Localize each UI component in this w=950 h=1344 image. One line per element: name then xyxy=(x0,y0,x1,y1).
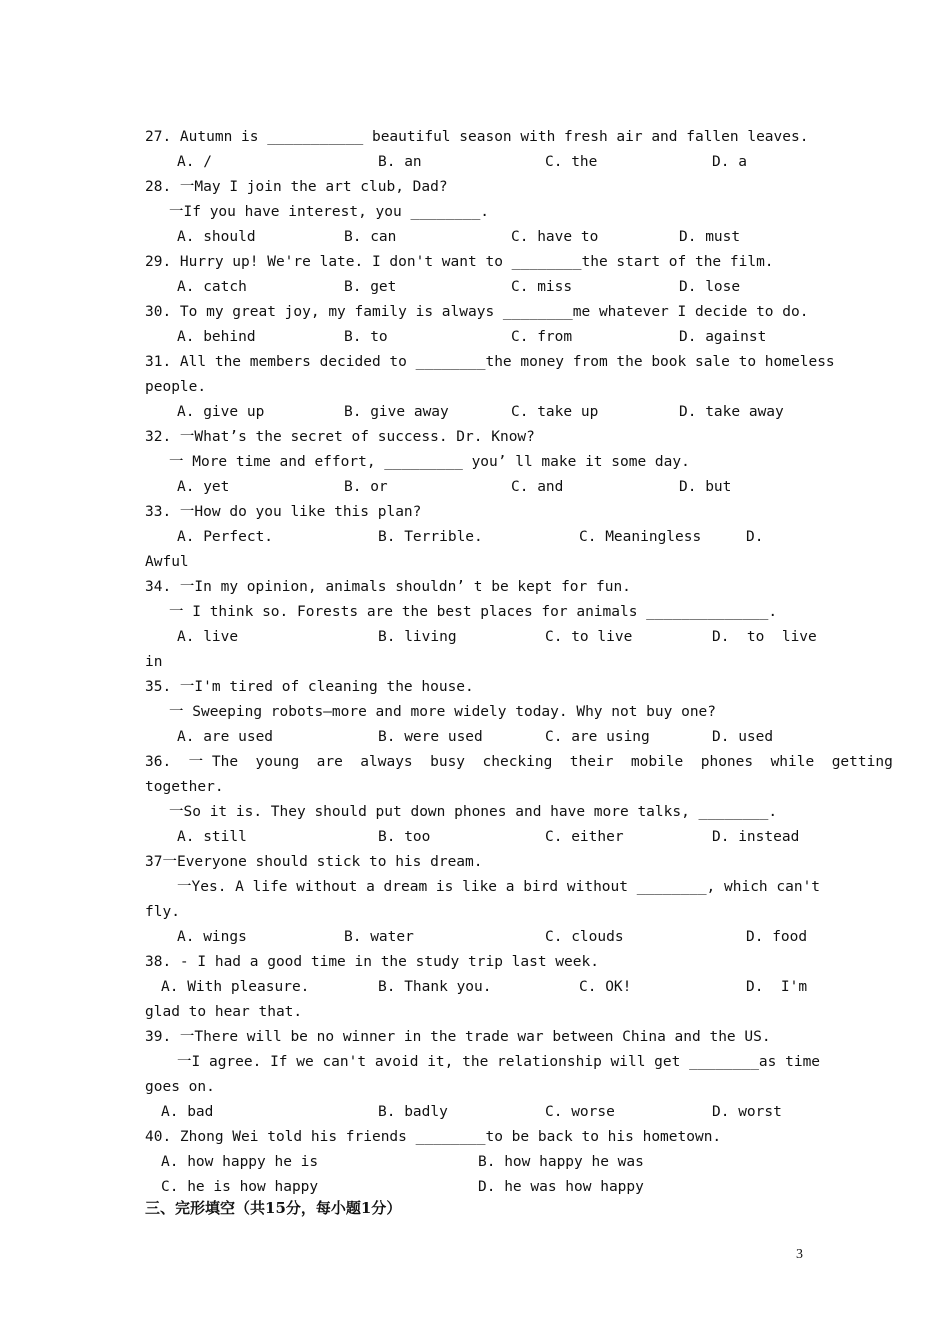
text-segment: B. living xyxy=(378,629,457,645)
section-heading: 三、完形填空（共15分，每小题1分） xyxy=(145,1199,402,1217)
text-segment: 一 Sweeping robots—more and more widely today. Why not buy one? xyxy=(169,704,717,720)
text-segment: A. yet xyxy=(177,479,230,495)
text-segment: B. water xyxy=(344,929,414,945)
text-line xyxy=(145,500,810,525)
text-segment: D. worst xyxy=(712,1104,782,1120)
text-segment: 32. 一What’s the secret of success. Dr. Know? xyxy=(145,429,535,445)
text-segment: B. badly xyxy=(378,1104,448,1120)
text-segment: people. xyxy=(145,379,207,395)
text-line xyxy=(145,550,810,575)
text-segment: 一I agree. If we can't avoid it, the relationship will get ________as time xyxy=(177,1054,821,1070)
text-segment: 一So it is. They should put down phones and have more talks, ________. xyxy=(169,804,778,820)
text-segment: 一 I think so. Forests are the best places for animals ______________. xyxy=(169,604,778,620)
text-segment: A. Perfect. xyxy=(177,529,274,545)
text-segment: 27. Autumn is ___________ beautiful season with fresh air and fallen leaves. xyxy=(145,129,809,145)
text-segment: A. bad xyxy=(161,1104,214,1120)
text-line xyxy=(145,775,810,800)
text-segment: B. Terrible. xyxy=(378,529,483,545)
text-segment: glad to hear that. xyxy=(145,1004,303,1020)
text-segment: A. are used xyxy=(177,729,274,745)
text-segment: A. catch xyxy=(177,279,247,295)
text-line xyxy=(145,1050,821,1075)
text-line xyxy=(145,450,810,475)
text-segment: 33. 一How do you like this plan? xyxy=(145,504,422,520)
text-segment: B. too xyxy=(378,829,431,845)
text-segment: C. he is how happy xyxy=(161,1179,319,1195)
text-segment: 35. 一I'm tired of cleaning the house. xyxy=(145,679,474,695)
text-line xyxy=(145,625,817,650)
text-segment: C. and xyxy=(511,479,564,495)
text-segment: 一 More time and effort, _________ you’ ll make it some day. xyxy=(169,454,690,470)
text-line xyxy=(145,800,810,825)
text-segment: D. to live xyxy=(712,629,817,645)
question-list xyxy=(145,125,893,1200)
text-line xyxy=(145,175,810,200)
text-segment: goes on. xyxy=(145,1079,215,1095)
text-segment: D. against xyxy=(679,329,767,345)
text-line xyxy=(145,125,810,150)
text-segment: B. or xyxy=(344,479,388,495)
text-line xyxy=(145,700,810,725)
text-line xyxy=(145,225,810,250)
text-segment: C. either xyxy=(545,829,624,845)
text-line xyxy=(145,975,810,1000)
text-line xyxy=(145,900,810,925)
text-segment: B. an xyxy=(378,154,422,170)
text-segment: A. how happy he is xyxy=(161,1154,319,1170)
text-segment: C. from xyxy=(511,329,573,345)
text-segment: 一If you have interest, you ________. xyxy=(169,204,490,220)
text-segment: 34. 一In my opinion, animals shouldn’ t be kept for fun. xyxy=(145,579,631,595)
text-line xyxy=(145,400,810,425)
text-segment: C. the xyxy=(545,154,598,170)
text-line xyxy=(145,300,810,325)
text-segment: A. still xyxy=(177,829,247,845)
text-segment: 一Yes. A life without a dream is like a bird without ________, which can't xyxy=(177,879,821,895)
text-line xyxy=(145,375,810,400)
text-segment: D. must xyxy=(679,229,741,245)
text-line xyxy=(145,325,810,350)
text-segment: D. he was how happy xyxy=(478,1179,644,1195)
text-line xyxy=(145,850,810,875)
text-segment: A. wings xyxy=(177,929,247,945)
text-segment: B. get xyxy=(344,279,397,295)
text-segment: D. a xyxy=(712,154,747,170)
text-line xyxy=(145,600,810,625)
text-line xyxy=(145,1125,810,1150)
text-segment: 40. Zhong Wei told his friends ________to be back to his hometown. xyxy=(145,1129,722,1145)
text-segment: Awful xyxy=(145,554,189,570)
text-segment: 37一Everyone should stick to his dream. xyxy=(145,854,483,870)
text-segment: C. clouds xyxy=(545,929,624,945)
text-line xyxy=(145,475,810,500)
text-segment: A. / xyxy=(177,154,212,170)
text-segment: D. food xyxy=(746,929,808,945)
text-segment: B. give away xyxy=(344,404,449,420)
text-segment: 36. 一 The young are always busy checking their mobile phones while getting xyxy=(145,754,893,770)
text-segment: C. Meaningless xyxy=(579,529,702,545)
text-segment: C. OK! xyxy=(579,979,632,995)
text-line xyxy=(145,1075,810,1100)
text-segment: 39. 一There will be no winner in the trade war between China and the US. xyxy=(145,1029,771,1045)
text-line xyxy=(145,575,810,600)
text-segment: A. behind xyxy=(177,329,256,345)
text-line xyxy=(145,350,835,375)
text-line xyxy=(145,750,893,775)
text-segment: B. were used xyxy=(378,729,483,745)
text-line xyxy=(145,1150,810,1175)
text-line xyxy=(145,875,821,900)
text-line xyxy=(145,950,810,975)
text-segment: A. With pleasure. xyxy=(161,979,310,995)
text-line xyxy=(145,525,810,550)
text-segment: 31. All the members decided to ________the money from the book sale to homeless xyxy=(145,354,835,370)
text-segment: fly. xyxy=(145,904,180,920)
text-segment: 28. 一May I join the art club, Dad? xyxy=(145,179,448,195)
text-line xyxy=(145,650,810,675)
text-segment: A. give up xyxy=(177,404,265,420)
page-number: 3 xyxy=(796,1247,803,1262)
text-line xyxy=(145,200,810,225)
text-segment: B. can xyxy=(344,229,397,245)
text-line xyxy=(145,675,810,700)
text-segment: D. xyxy=(746,529,764,545)
text-line xyxy=(145,150,810,175)
text-segment: C. are using xyxy=(545,729,650,745)
text-line xyxy=(145,275,810,300)
text-segment: B. Thank you. xyxy=(378,979,492,995)
text-segment: A. should xyxy=(177,229,256,245)
text-segment: C. take up xyxy=(511,404,599,420)
text-segment: 30. To my great joy, my family is always ________me whatever I decide to do. xyxy=(145,304,809,320)
text-segment: 29. Hurry up! We're late. I don't want to ________the start of the film. xyxy=(145,254,774,270)
text-segment: B. to xyxy=(344,329,388,345)
text-line xyxy=(145,1100,810,1125)
text-segment: A. live xyxy=(177,629,239,645)
text-line xyxy=(145,425,810,450)
text-segment: D. take away xyxy=(679,404,784,420)
text-segment: D. I'm xyxy=(746,979,808,995)
text-segment: 38. - I had a good time in the study trip last week. xyxy=(145,954,599,970)
text-segment: D. lose xyxy=(679,279,741,295)
text-line xyxy=(145,250,810,275)
text-line xyxy=(145,725,810,750)
text-line xyxy=(145,925,810,950)
text-line xyxy=(145,825,810,850)
text-segment: together. xyxy=(145,779,224,795)
text-segment: in xyxy=(145,654,163,670)
text-segment: D. but xyxy=(679,479,732,495)
text-segment: D. instead xyxy=(712,829,800,845)
text-segment: B. how happy he was xyxy=(478,1154,644,1170)
text-segment: C. miss xyxy=(511,279,573,295)
text-line xyxy=(145,1000,810,1025)
text-segment: C. worse xyxy=(545,1104,615,1120)
text-segment: D. used xyxy=(712,729,774,745)
text-segment: C. have to xyxy=(511,229,599,245)
text-line xyxy=(145,1025,810,1050)
text-segment: C. to live xyxy=(545,629,633,645)
